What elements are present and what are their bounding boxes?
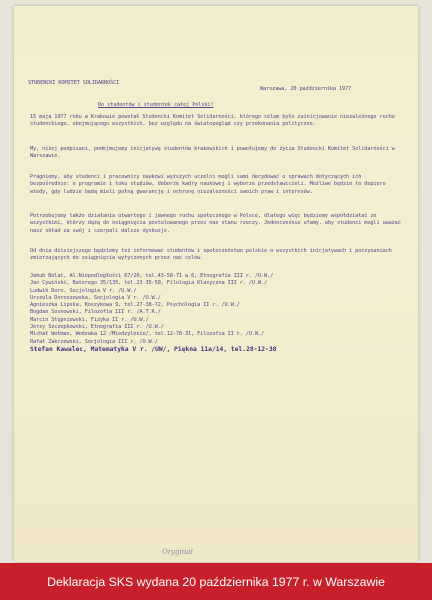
paragraph-text: 15 maja 1977 roku w Krakowie powstał Studencki Komitet Solidarności, którego celem było zainicjowanie niezależnego ruchu studenckiego, obejmującego wszystkich, bez względu na światopogląd czy przekonania polityczne. bbox=[30, 114, 395, 128]
signatory: Michał Wołman, Wodzaka 12 /Miedzylesie/, tel.12-78-31, Filozofia II r. /U.W./ bbox=[30, 331, 265, 338]
paragraph bbox=[30, 114, 402, 129]
signatory-highlighted: Stefan Kawalec, Matematyka V r. /UW/, Piękna 11a/14, tel.28-12-38 bbox=[30, 345, 277, 353]
paragraph bbox=[30, 213, 402, 235]
paragraph-text: Od dnia dzisiejszego będziemy też informować studentów i społeczeństwo polskie o wszystkich inicjatywach i poczynaniach zmierzających do osiągnięcia wytyczonych przez nas celów. bbox=[30, 248, 392, 262]
signatory: Agnieszka Lipska, Koszykowa 9, tel.27-38-72, Psychologia II r. /U.W./ bbox=[30, 302, 240, 309]
date-line: Warszawa, 20 października 1977 bbox=[260, 86, 352, 92]
paragraph-text: Pragniemy, aby studenci i pracownicy naukowi wyższych uczelni mogli sami decydować o sprawach dotyczących ich bezpośrednio: o programie i toku studiów, doborze kadry naukowej i wyborze przedstawicieli. Możliwe będzie to dopiero wtedy, gdy ludzie będą mieli pełną gwarancję i ochronę niezależności swoich praw i interesów. bbox=[30, 174, 386, 195]
caption-bar bbox=[0, 563, 432, 600]
paragraph bbox=[30, 248, 402, 263]
signatory: Jerzy Szczepkowski, Etnografia III r. /U.W./ bbox=[30, 324, 164, 331]
committee-heading: STUDENCKI KOMITET SOLIDARNOŚCI bbox=[28, 80, 120, 86]
document-page bbox=[14, 6, 418, 562]
handwritten-note: Oryginał bbox=[162, 548, 193, 556]
signatory: Rafał Zakrzewski, Socjologia III r. /U.W./ bbox=[30, 338, 158, 345]
paragraph bbox=[30, 174, 402, 196]
signatory: Jakub Bolat, Al.Niepodległości 67/20, tel.43-58-71 w.6, Etnografia III r. /U.W./ bbox=[30, 273, 274, 279]
paragraph-text: My, niżej podpisani, podejmujemy inicjatywę studentów krakowskich i powołujemy do życia Studencki Komitet Solidarności w Warszawie. bbox=[30, 146, 395, 160]
document-title: Do studentów i studentek całej Polski! bbox=[98, 102, 214, 108]
paragraph-text: Potrzebujemy także działania otwartego i jawnego ruchu społecznego w Polsce, dlatego więc będziemy współdziałać ze wszystkimi, którzy dążą do osiągnięcia postulowanego przez nas stanu rzeczy. Jednocześnie ufamy, aby studenci mogli uważać nasz skład za swój i czerpali dalsze dyskusje. bbox=[30, 213, 401, 234]
signatory: Bogdan Sosnowski, Filozofia III r. /A.T.K./ bbox=[30, 309, 161, 316]
signatory: Jan Cywiński, Batorego 35/135, tel.23-35-50, Filologia Klasyczna III r. /U.W./ bbox=[30, 280, 268, 287]
signatory: Ludwik Dorn, Socjologia V r. /U.W./ bbox=[30, 287, 137, 294]
signatory: Marcin Stępniewski, Fizyka II r. /U.W./ bbox=[30, 316, 149, 323]
caption-text: Deklaracja SKS wydana 20 października 1977 r. w Warszawie bbox=[47, 574, 385, 589]
signatory: Urszula Doroszewska, Socjologia V r. /U.W./ bbox=[30, 294, 161, 301]
paragraph bbox=[30, 146, 402, 161]
signatory-list bbox=[30, 273, 410, 354]
